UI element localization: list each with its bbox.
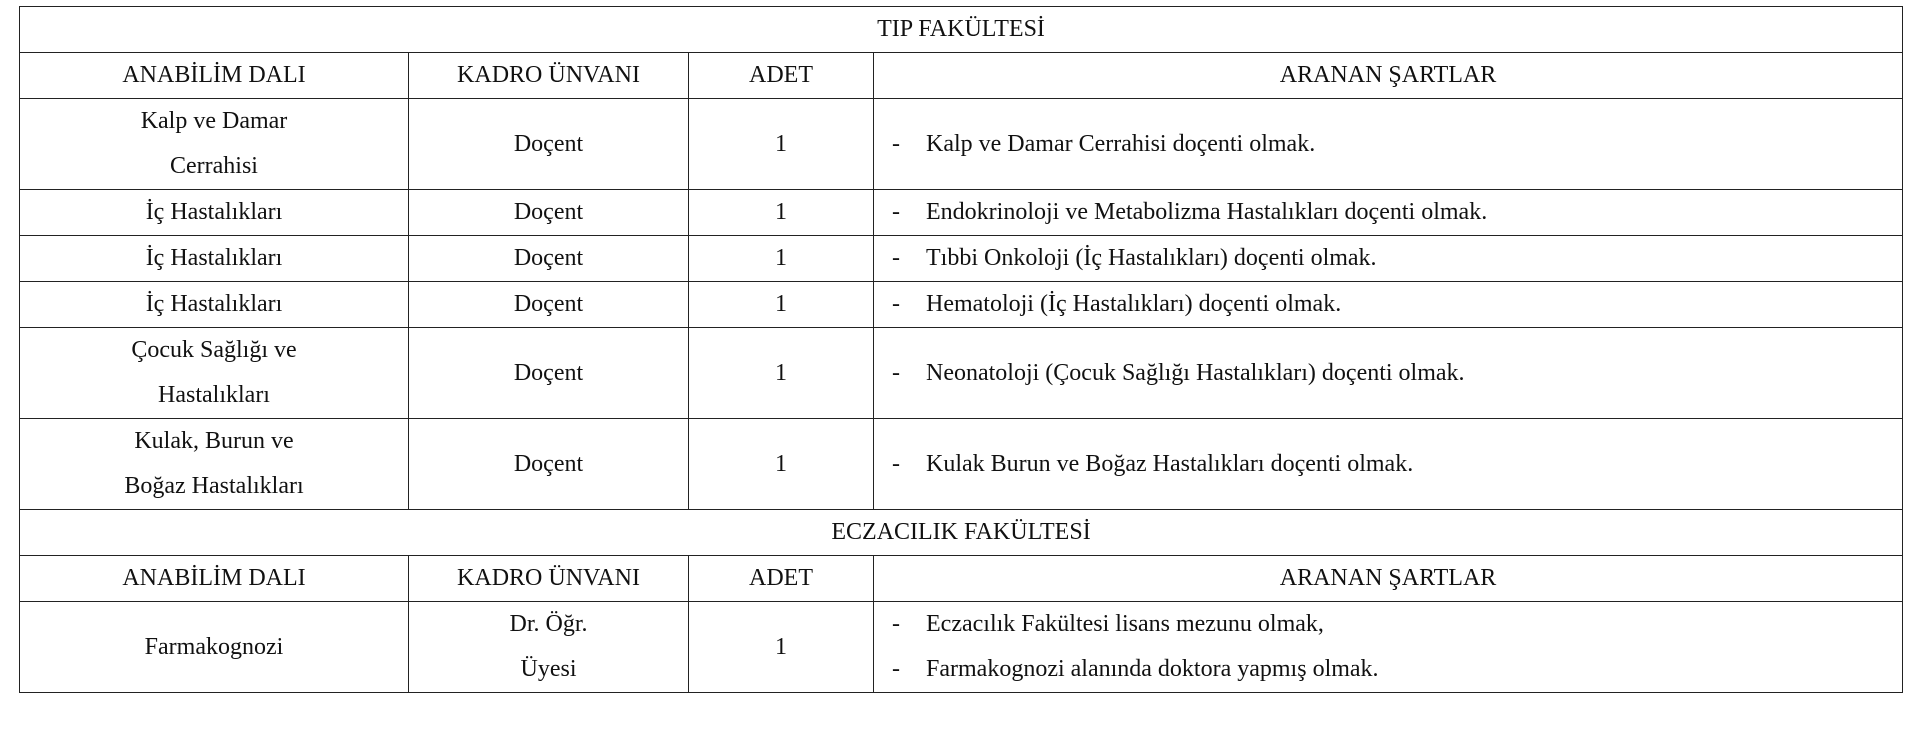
bullet-dash: -: [892, 199, 900, 225]
header-requirements: ARANAN ŞARTLAR: [874, 556, 1903, 602]
requirements-cell: [874, 99, 1903, 190]
department-cell: [20, 328, 409, 419]
requirement-text: Hematoloji (İç Hastalıkları) doçenti olmak.: [926, 291, 1342, 317]
table-row: [20, 602, 1903, 693]
title-cell: [409, 190, 689, 236]
department-line: Farmakognozi: [144, 633, 284, 660]
requirement-text: Endokrinoloji ve Metabolizma Hastalıkları doçenti olmak.: [926, 199, 1488, 225]
header-count: ADET: [689, 53, 874, 99]
header-requirements: ARANAN ŞARTLAR: [874, 53, 1903, 99]
title-line: Üyesi: [520, 656, 577, 682]
requirement-item: [892, 442, 1894, 487]
title-line: Doçent: [513, 245, 584, 271]
requirement-item: [892, 647, 1894, 692]
faculty-row: [20, 510, 1903, 556]
bullet-dash: -: [892, 656, 900, 682]
department-line: Çocuk Sağlığı ve: [131, 337, 297, 363]
header-title: KADRO ÜNVANI: [409, 556, 689, 602]
requirement-text: Kulak Burun ve Boğaz Hastalıkları doçenti olmak.: [926, 450, 1414, 477]
department-line: İç Hastalıkları: [145, 245, 283, 271]
department-cell: [20, 282, 409, 328]
department-line: Boğaz Hastalıkları: [124, 473, 304, 499]
department-line: Cerrahisi: [170, 153, 258, 179]
count-cell: 1: [689, 602, 874, 693]
requirements-cell: [874, 190, 1903, 236]
table-row: [20, 419, 1903, 510]
bullet-dash: -: [892, 245, 900, 271]
table-row: [20, 236, 1903, 282]
department-cell: [20, 419, 409, 510]
requirement-text: Eczacılık Fakültesi lisans mezunu olmak,: [926, 611, 1324, 637]
department-line: Hastalıkları: [158, 382, 270, 408]
department-line: Kulak, Burun ve: [134, 428, 294, 454]
header-department: ANABİLİM DALI: [20, 53, 409, 99]
department-line: İç Hastalıkları: [145, 291, 283, 317]
title-line: Doçent: [513, 359, 584, 386]
department-cell: [20, 99, 409, 190]
title-cell: [409, 236, 689, 282]
department-cell: [20, 236, 409, 282]
bullet-dash: -: [892, 611, 900, 637]
department-cell: [20, 190, 409, 236]
faculty-row: [20, 7, 1903, 53]
header-row: [20, 53, 1903, 99]
positions-table: [19, 6, 1903, 693]
title-line: Dr. Öğr.: [509, 611, 588, 637]
title-line: Doçent: [513, 450, 584, 477]
department-cell: [20, 602, 409, 693]
requirement-item: [892, 190, 1894, 235]
title-cell: [409, 99, 689, 190]
bullet-dash: -: [892, 359, 900, 386]
requirement-text: Neonatoloji (Çocuk Sağlığı Hastalıkları) doçenti olmak.: [926, 359, 1465, 386]
staff-positions-document: [19, 6, 1902, 693]
bullet-dash: -: [892, 450, 900, 477]
title-line: Doçent: [513, 291, 584, 317]
title-line: Doçent: [513, 130, 584, 157]
bullet-dash: -: [892, 130, 900, 157]
requirements-cell: [874, 282, 1903, 328]
requirements-cell: [874, 419, 1903, 510]
faculty-title: TIP FAKÜLTESİ: [20, 7, 1903, 53]
title-cell: [409, 419, 689, 510]
title-cell: [409, 328, 689, 419]
count-cell: 1: [689, 236, 874, 282]
table-row: [20, 99, 1903, 190]
table-row: [20, 282, 1903, 328]
count-cell: 1: [689, 328, 874, 419]
requirements-cell: [874, 236, 1903, 282]
department-line: İç Hastalıkları: [145, 199, 283, 225]
count-cell: 1: [689, 99, 874, 190]
requirement-item: [892, 602, 1894, 647]
requirement-text: Kalp ve Damar Cerrahisi doçenti olmak.: [926, 130, 1316, 157]
faculty-title: ECZACILIK FAKÜLTESİ: [20, 510, 1903, 556]
title-cell: [409, 602, 689, 693]
table-row: [20, 328, 1903, 419]
requirements-cell: [874, 602, 1903, 693]
count-cell: 1: [689, 190, 874, 236]
header-department: ANABİLİM DALI: [20, 556, 409, 602]
table-row: [20, 190, 1903, 236]
header-title: KADRO ÜNVANI: [409, 53, 689, 99]
title-line: Doçent: [513, 199, 584, 225]
requirement-item: [892, 282, 1894, 327]
count-cell: 1: [689, 419, 874, 510]
department-line: Kalp ve Damar: [140, 108, 288, 134]
header-row: [20, 556, 1903, 602]
requirements-cell: [874, 328, 1903, 419]
header-count: ADET: [689, 556, 874, 602]
positions-table-body: [20, 7, 1903, 693]
requirement-text: Tıbbi Onkoloji (İç Hastalıkları) doçenti olmak.: [926, 245, 1377, 271]
title-cell: [409, 282, 689, 328]
count-cell: 1: [689, 282, 874, 328]
bullet-dash: -: [892, 291, 900, 317]
requirement-item: [892, 351, 1894, 396]
requirement-text: Farmakognozi alanında doktora yapmış olmak.: [926, 656, 1379, 682]
requirement-item: [892, 122, 1894, 167]
requirement-item: [892, 236, 1894, 281]
